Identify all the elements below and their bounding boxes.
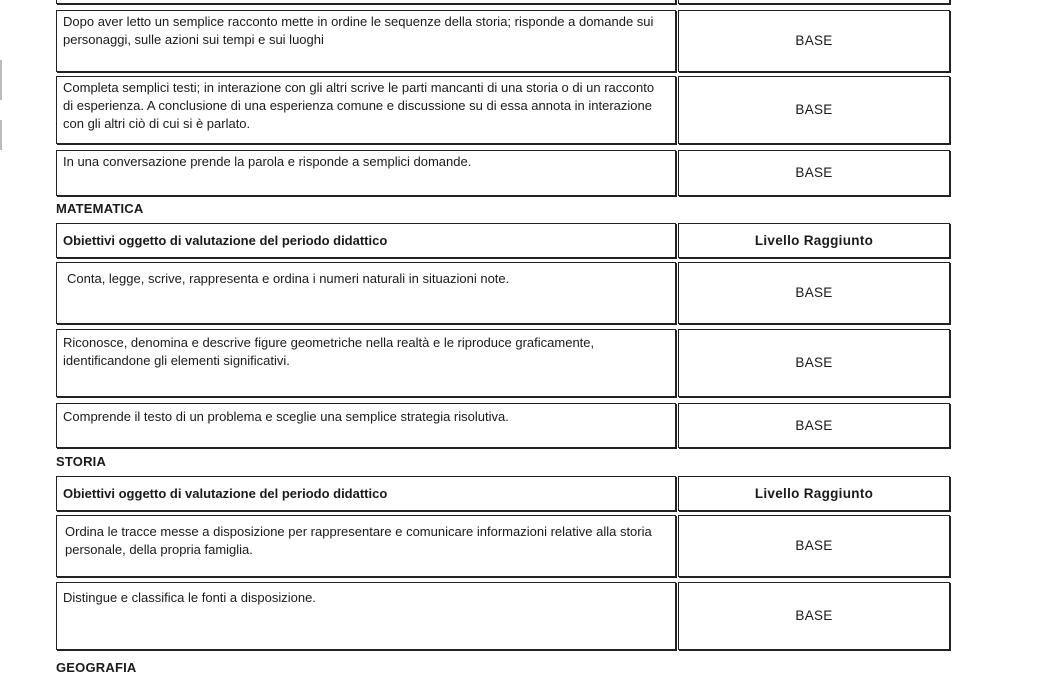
level-cell: BASE <box>678 262 950 324</box>
scan-edge-mark <box>0 120 2 150</box>
scan-edge-mark <box>0 60 2 100</box>
table-row <box>56 76 950 144</box>
table-row <box>56 403 950 448</box>
objective-cell <box>56 0 676 4</box>
table-row <box>56 10 950 72</box>
objective-cell: Dopo aver letto un semplice racconto mette in ordine le sequenze della storia; risponde a domande sui personaggi, sulle azioni sui tempi e sui luoghi <box>56 10 676 72</box>
level-cell <box>678 0 950 4</box>
objective-cell: Distingue e classifica le fonti a disposizione. <box>56 582 676 650</box>
section-title-matematica: MATEMATICA <box>56 201 144 216</box>
section-title-geografia: GEOGRAFIA <box>56 660 137 675</box>
objective-cell: Ordina le tracce messe a disposizione per rappresentare e comunicare informazioni relative alla storia personale, della propria famiglia. <box>56 515 676 577</box>
objective-cell: In una conversazione prende la parola e risponde a semplici domande. <box>56 150 676 196</box>
header-level: Livello Raggiunto <box>678 476 950 511</box>
table-header <box>56 223 950 258</box>
header-level: Livello Raggiunto <box>678 223 950 258</box>
table-row <box>56 262 950 324</box>
table-header <box>56 476 950 511</box>
table-row <box>56 582 950 650</box>
table-row <box>56 329 950 397</box>
level-cell: BASE <box>678 515 950 577</box>
section-title-storia: STORIA <box>56 454 107 469</box>
level-cell: BASE <box>678 76 950 144</box>
level-cell: BASE <box>678 403 950 448</box>
table-row <box>56 515 950 577</box>
level-cell: BASE <box>678 329 950 397</box>
level-cell: BASE <box>678 10 950 72</box>
objective-cell: Comprende il testo di un problema e sceglie una semplice strategia risolutiva. <box>56 403 676 448</box>
table-row-partial <box>56 0 950 4</box>
level-cell: BASE <box>678 150 950 196</box>
objective-cell: Completa semplici testi; in interazione con gli altri scrive le parti mancanti di una storia o di un racconto di esperienza. A conclusione di una esperienza comune e discussione su di essa annota in interazione con gli altri ciò di cui si è parlato. <box>56 76 676 144</box>
table-row <box>56 150 950 196</box>
level-cell: BASE <box>678 582 950 650</box>
objective-cell: Conta, legge, scrive, rappresenta e ordina i numeri naturali in situazioni note. <box>56 262 676 324</box>
objective-cell: Riconosce, denomina e descrive figure geometriche nella realtà e le riproduce graficamente, identificandone gli elementi significativi. <box>56 329 676 397</box>
header-objectives: Obiettivi oggetto di valutazione del periodo didattico <box>56 476 676 511</box>
header-objectives: Obiettivi oggetto di valutazione del periodo didattico <box>56 223 676 258</box>
